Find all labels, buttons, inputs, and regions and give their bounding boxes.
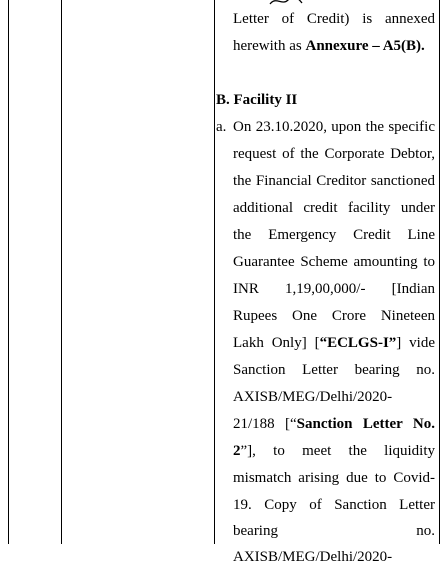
table-border-col1	[61, 0, 62, 544]
sanction-letter-term: Sanction Letter No.	[296, 416, 435, 432]
facility-line-6: Guarantee Scheme amounting to	[233, 254, 435, 270]
table-border-left	[8, 0, 9, 544]
eclgs-term: “ECLGS-I”	[319, 335, 397, 351]
table-border-right	[439, 0, 440, 544]
facility-line-14: mismatch arising due to Covid-	[233, 470, 435, 486]
annexure-line-2	[233, 37, 435, 55]
facility-line-5: the Emergency Credit Line	[233, 227, 435, 243]
sanction-letter-term-end: 2	[233, 443, 241, 459]
facility-line-16: bearing no.	[233, 523, 435, 539]
facility-heading: B. Facility II	[216, 92, 298, 108]
handwritten-mark	[268, 0, 308, 8]
table-border-col2	[214, 0, 215, 544]
annexure-line-2-text: herewith as	[233, 38, 306, 54]
facility-line-17: AXISB/MEG/Delhi/2020-	[233, 549, 393, 565]
item-marker: a.	[216, 119, 227, 135]
facility-line-15: 19. Copy of Sanction Letter	[233, 497, 435, 513]
facility-line-10: Sanction Letter bearing no.	[233, 362, 435, 378]
facility-line-3: the Financial Creditor sanctioned	[233, 173, 435, 189]
facility-line-11: AXISB/MEG/Delhi/2020-	[233, 389, 393, 405]
facility-line-4: additional credit facility under	[233, 200, 435, 216]
facility-line-1: On 23.10.2020, upon the specific	[233, 119, 435, 135]
annexure-line-1: Letter of Credit) is annexed	[233, 11, 435, 27]
facility-line-2: request of the Corporate Debtor,	[233, 146, 435, 162]
annexure-reference: Annexure – A5(B).	[305, 38, 425, 54]
facility-line-13: 2”], to meet the liquidity	[233, 443, 435, 459]
facility-line-7: INR 1,19,00,000/- [Indian	[233, 281, 435, 297]
facility-line-12: 21/188 [“Sanction Letter No.	[233, 416, 435, 432]
facility-line-8: Rupees One Crore Nineteen	[233, 308, 435, 324]
facility-line-9: Lakh Only] [“ECLGS-I”] vide	[233, 335, 435, 351]
